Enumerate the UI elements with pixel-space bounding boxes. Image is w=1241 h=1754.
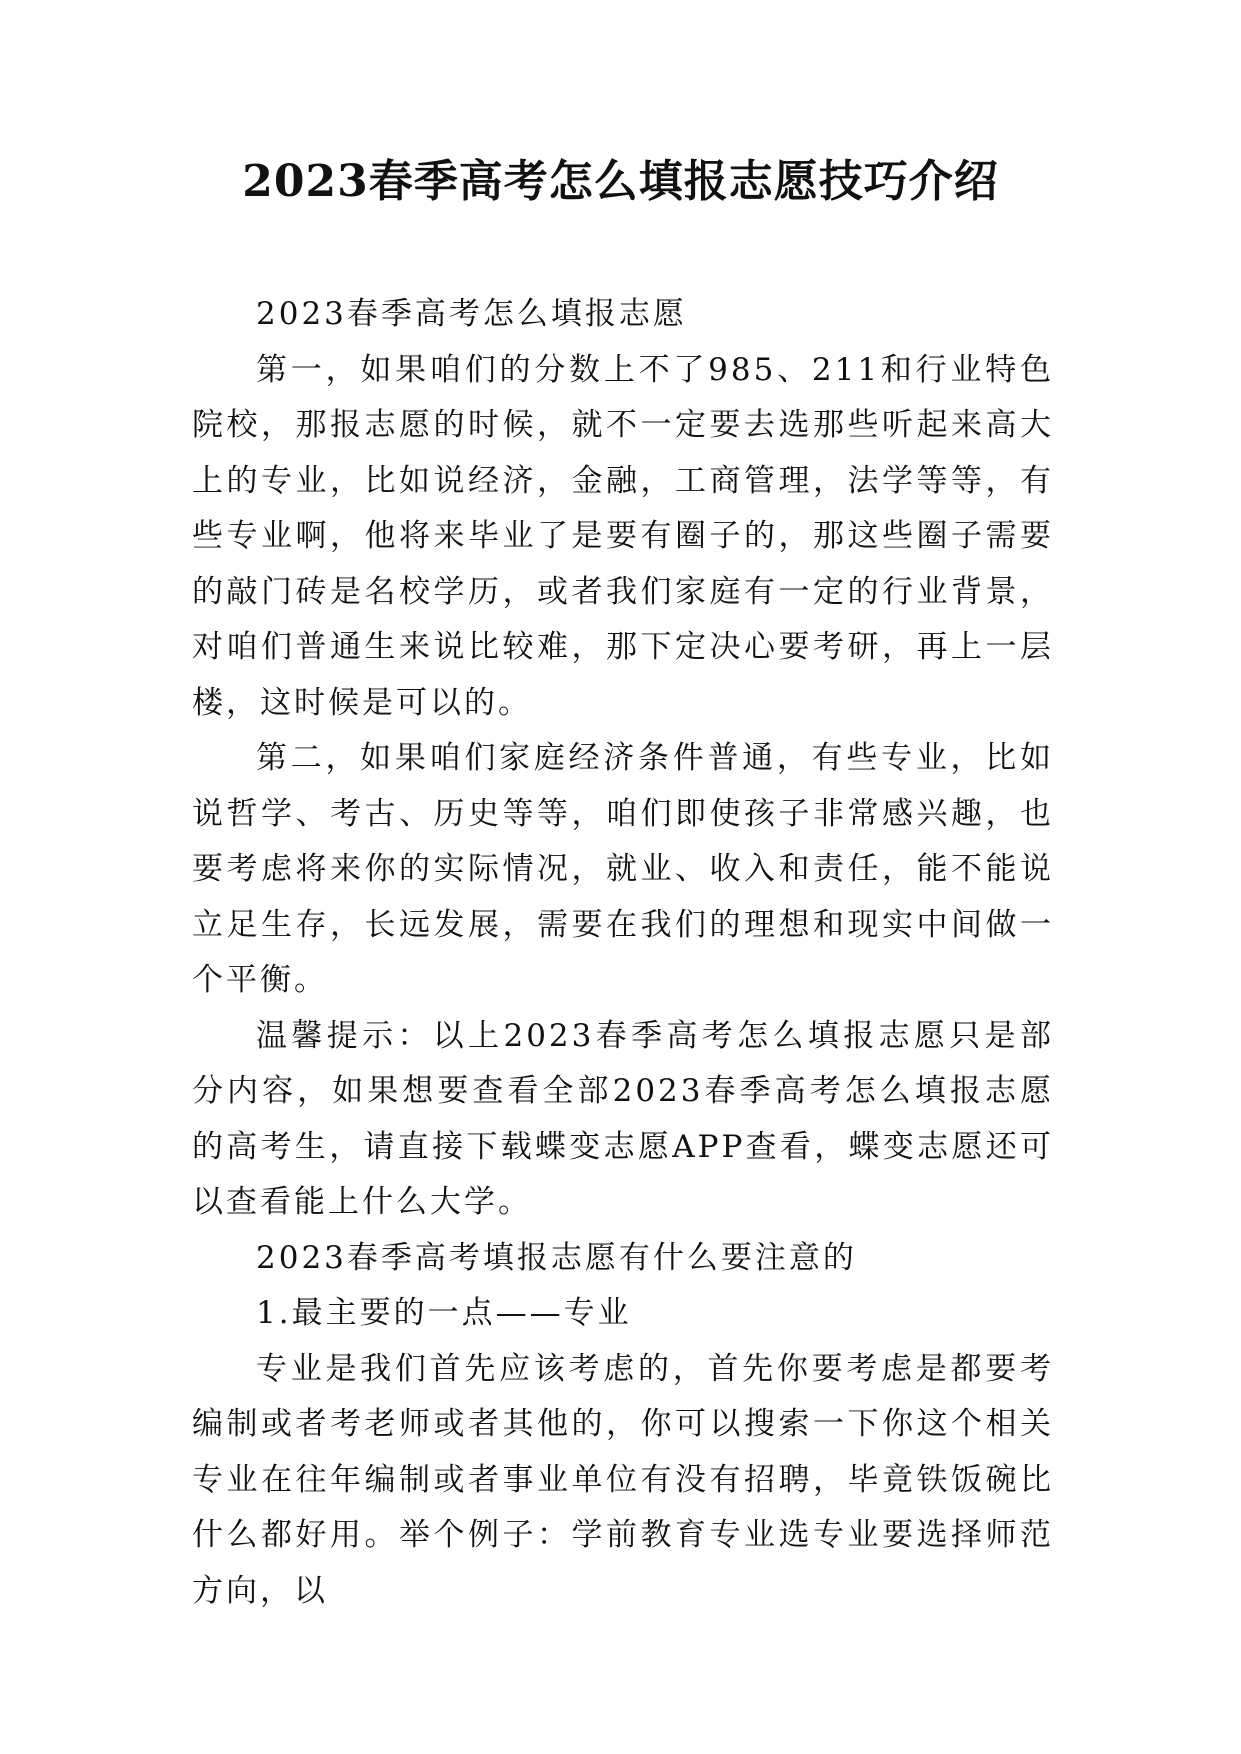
paragraph: 专业是我们首先应该考虑的，首先你要考虑是都要考编制或者考老师或者其他的，你可以搜索一下你这个相关专业在往年编制或者事业单位有没有招聘，毕竟铁饭碗比什么都好用。举个例子：学前教育专业选专业要选择师范方向，以 — [192, 1350, 1054, 1609]
section-heading: 2023春季高考填报志愿有什么要注意的 — [256, 1239, 857, 1276]
list-item-heading: 1.最主要的一点——专业 — [256, 1295, 632, 1331]
document-body — [192, 287, 1054, 1619]
section-heading: 2023春季高考怎么填报志愿 — [256, 296, 687, 332]
paragraph: 第二，如果咱们家庭经济条件普通，有些专业，比如说哲学、考古、历史等等，咱们即使孩子非常感兴趣，也要考虑将来你的实际情况，就业、收入和责任，能不能说立足生存，长远发展，需要在我们的理想和现实中间做一个平衡。 — [192, 740, 1054, 998]
paragraph: 第一，如果咱们的分数上不了985、211和行业特色院校，那报志愿的时候，就不一定要去选那些听起来高大上的专业，比如说经济，金融，工商管理，法学等等，有些专业啊，他将来毕业了是要有圈子的，那这些圈子需要的敲门砖是名校学历，或者我们家庭有一定的行业背景，对咱们普通生来说比较难，那下定决心要考研，再上一层楼，这时候是可以的。 — [192, 351, 1054, 721]
document-title: 2023春季高考怎么填报志愿技巧介绍 — [242, 156, 999, 207]
tip-paragraph: 温馨提示：以上2023春季高考怎么填报志愿只是部分内容，如果想要查看全部2023春季高考怎么填报志愿的高考生，请直接下载蝶变志愿APP查看，蝶变志愿还可以查看能上什么大学。 — [192, 1017, 1054, 1220]
